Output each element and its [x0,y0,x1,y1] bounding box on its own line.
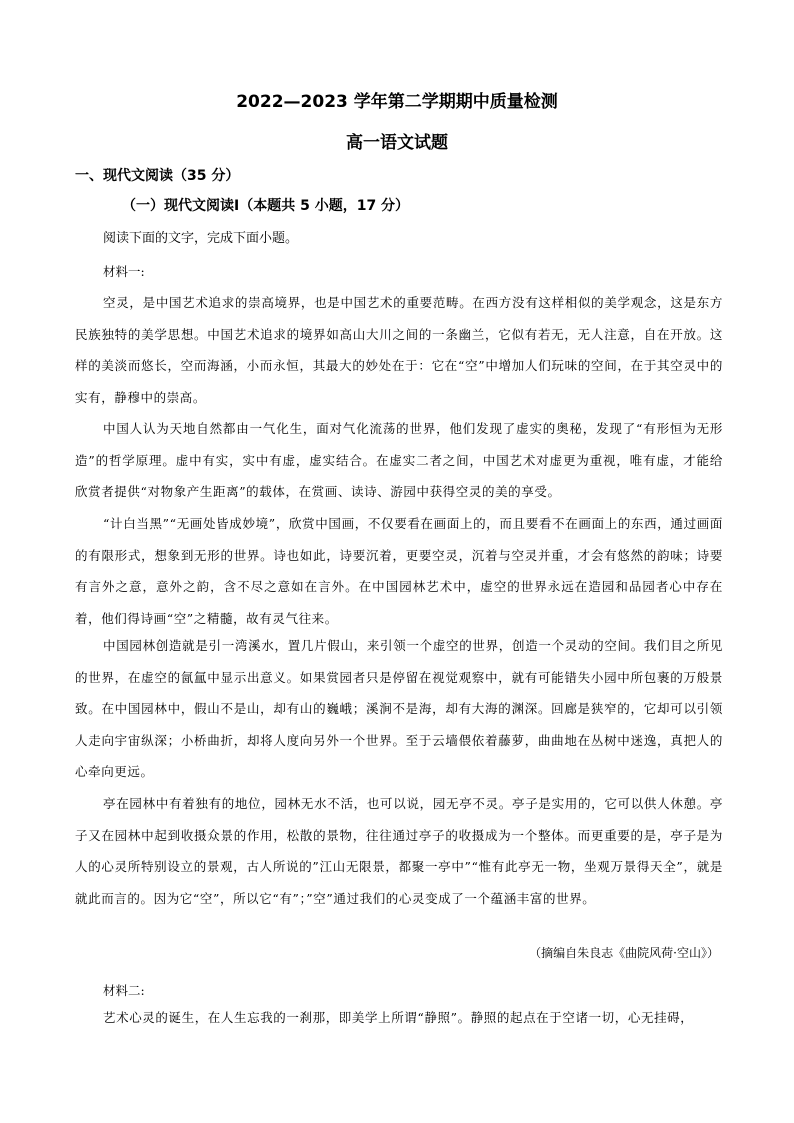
exam-subtitle: 高一语文试题 [346,133,448,153]
material-one-label: 材料一: [103,264,145,279]
material-two-paragraph-1: 艺术心灵的诞生，在人生忘我的一刹那，即美学上所谓“静照”。静照的起点在于空诸一切，心无挂碍， [103,1010,694,1025]
material-one-paragraph-5: 亭在园林中有着独有的地位，园林无水不活，也可以说，园无亭不灵。亭子是实用的，它可以供人休憩。亭子又在园林中起到收摄众景的作用，松散的景物，往往通过亭子的收摄成为一个整体。而更重要的是，亭子是为人的心灵所特别设立的景观，古人所说的”江山无限景，都聚一亭中”“惟有此亭无一物，坐观万景得天全”，就是就此而言的。因为它“空”，所以它“有”；”空”通过我们的心灵变成了一个蕴涵丰富的世界。 [75,796,723,906]
material-one-paragraph-3: “计白当黑”“无画处皆成妙境”，欣赏中国画，不仅要看在画面上的，而且要看不在画面上的东西，通过画面的有限形式，想象到无形的世界。诗也如此，诗要沉着，更要空灵，沉着与空灵并重，才会有悠然的韵味；诗要有言外之意，意外之韵，含不尽之意如在言外。在中国园林艺术中，虚空的世界永远在造园和品园者心中存在着，他们得诗画“空”之精髓，故有灵气往来。 [75,516,723,626]
material-one-paragraph-2: 中国人认为天地自然都由一气化生，面对气化流荡的世界，他们发现了虚实的奥秘，发现了“有形恒为无形造”的哲学原理。虚中有实，实中有虚，虚实结合。在虚实二者之间，中国艺术对虚更为重视，唯有虚，才能给欣赏者提供“对物象产生距离”的载体，在赏画、读诗、游园中获得空灵的美的享受。 [75,421,723,499]
source-citation: （摘编自朱良志《曲院风荷·空山》） [529,946,719,960]
subsection-heading: （一）现代文阅读Ⅰ（本题共 5 小题，17 分） [122,198,410,214]
section-heading: 一、现代文阅读（35 分） [75,168,240,184]
material-two-label: 材料二: [103,983,145,998]
instruction-text: 阅读下面的文字，完成下面小题。 [103,231,299,246]
exam-title: 2022—2023 学年第二学期期中质量检测 [236,92,558,112]
material-one-paragraph-4: 中国园林创造就是引一湾溪水，置几片假山，来引领一个虚空的世界，创造一个灵动的空间。我们目之所见的世界，在虚空的氤氲中显示出意义。如果赏园者只是停留在视觉观察中，就有可能错失小园中所包裹的万般景致。在中国园林中，假山不是山，却有山的巍峨；溪涧不是海，却有大海的渊深。回廊是狭窄的，它却可以引领人走向宇宙纵深；小桥曲折，却将人度向另外一个世界。至于云墙偎依着藤萝，曲曲地在丛树中迷逸，真把人的心牵向更远。 [75,638,723,779]
material-one-paragraph-1: 空灵，是中国艺术追求的崇高境界，也是中国艺术的重要范畴。在西方没有这样相似的美学观念，这是东方民族独特的美学思想。中国艺术追求的境界如高山大川之间的一条幽兰，它似有若无，无人注意，自在开放。这样的美淡而悠长，空而海涵，小而永恒，其最大的妙处在于：它在“空”中增加人们玩味的空间，在于其空灵中的实有，静穆中的崇高。 [75,295,723,405]
